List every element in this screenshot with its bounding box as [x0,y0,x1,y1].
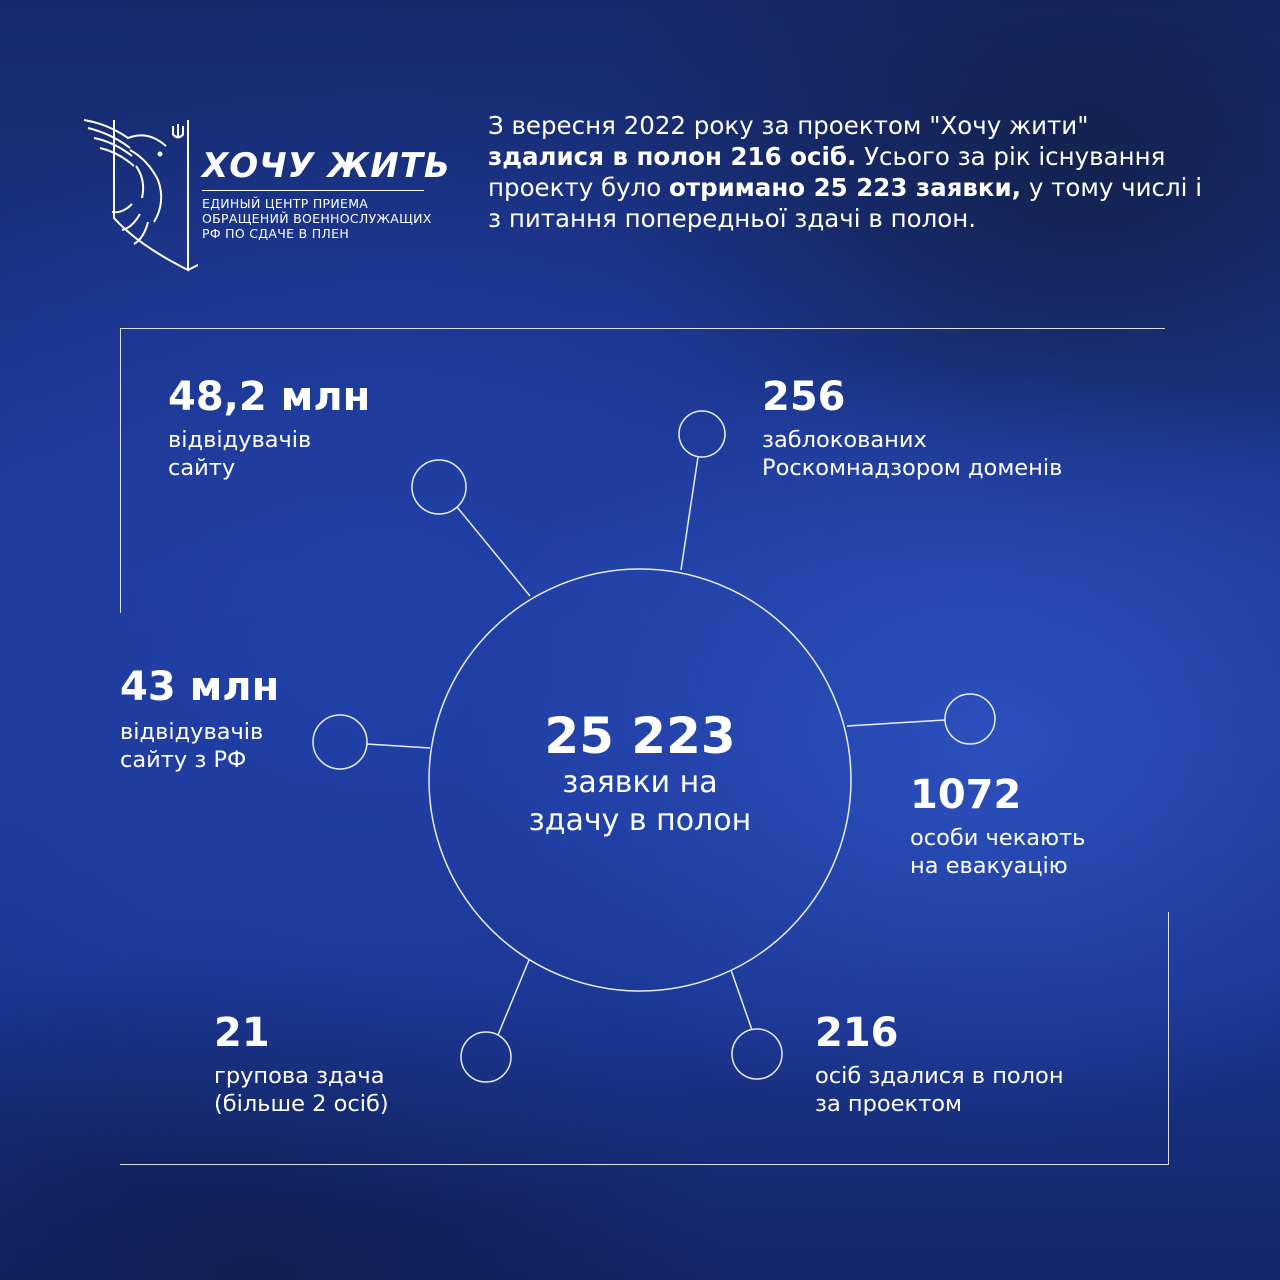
stat-label [815,1062,1064,1118]
intro-bold-text: здалися в полон 216 осіб. [488,142,857,171]
connector-line [367,744,430,748]
stat-number: 48,2 млн [168,374,371,420]
stat-label-line: на евакуацію [910,853,1068,879]
connector-line [498,960,529,1035]
stat-label-line: Роскомнадзором доменів [762,455,1063,481]
connector-line [847,720,945,726]
stat-label-line: сайту [168,455,236,481]
connector-line [457,507,530,596]
stat-label-line: за проектом [815,1091,962,1117]
stat-label [214,1062,389,1118]
stat-blocked [762,374,1062,482]
stat-number: 21 [214,1010,270,1056]
stat-label-line: сайту з РФ [120,747,247,773]
stat-number: 256 [762,374,846,420]
intro-text: Усього за рік існування проекту було [488,142,1166,202]
connector-line [681,457,698,570]
node-circle-group [461,1032,511,1082]
node-circle-evacuation [945,694,995,744]
logo-subtitle-line: ОБРАЩЕНИЙ ВОЕННОСЛУЖАЩИХ [202,211,432,226]
stat-visitors [168,374,370,482]
intro-bold-text: отримано 25 223 заявки, [669,173,1022,202]
stat-number: 1072 [910,772,1022,818]
center-label [440,764,840,840]
stat-number: 43 млн [120,664,280,710]
stat-label [910,824,1085,880]
logo-subtitle-line: РФ ПО СДАЧЕ В ПЛЕН [202,226,350,241]
node-circle-visitors [412,460,466,514]
node-circle-ru-visitors [313,715,367,769]
stat-label [120,718,279,774]
node-circle-blocked [679,411,725,457]
intro-text: у тому числі і з питання попередньої здачі в полон. [488,173,1203,233]
center-label-line: здачу в полон [528,803,752,838]
stat-label [168,426,370,482]
stat-label-line: особи чекають [910,825,1086,851]
center-stat [440,708,840,840]
stat-label-line: заблокованих [762,427,927,453]
center-label-line: заявки на [562,765,718,800]
stat-group [214,1010,389,1118]
stat-number: 216 [815,1010,899,1056]
stat-label-line: осіб здалися в полон [815,1063,1064,1089]
stat-label-line: групова здача [214,1063,385,1089]
stat-surrendered [815,1010,1064,1118]
node-circle-surrendered [732,1029,782,1079]
center-number: 25 223 [544,707,736,765]
logo-title: ХОЧУ ЖИТЬ [202,146,451,186]
logo-subtitle-line: ЕДИНЫЙ ЦЕНТР ПРИЕМА [202,196,369,211]
connector-line [731,970,752,1030]
stat-label-line: відвідувачів [120,719,264,745]
stat-label [762,426,1062,482]
stat-evacuation [910,772,1085,880]
stat-label-line: (більше 2 осіб) [214,1091,389,1117]
intro-text: З вересня 2022 року за проектом "Хочу жити" [488,111,1089,140]
stat-label-line: відвідувачів [168,427,312,453]
stat-ru-visitors [120,664,279,774]
